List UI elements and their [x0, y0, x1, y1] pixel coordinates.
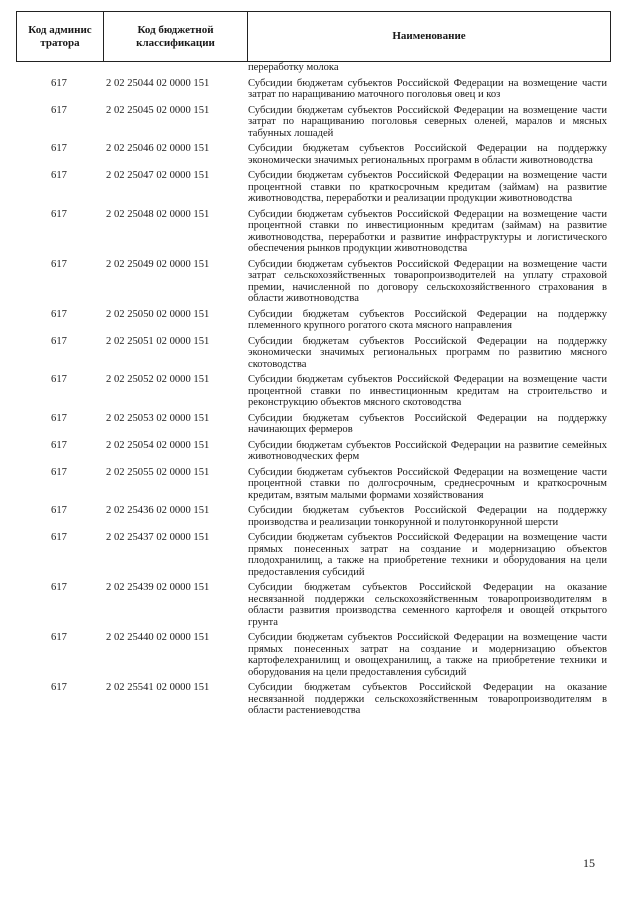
- continuation-text: переработку молока: [248, 62, 339, 73]
- table-row: [16, 467, 611, 502]
- name-cell: Субсидии бюджетам субъектов Российской Федерации на поддержку племенного крупного рогатого скота мясного направления: [248, 308, 607, 331]
- table-row: [16, 105, 611, 140]
- budget-code-cell: 2 02 25048 02 0000 151: [106, 208, 210, 220]
- budget-code-cell: 2 02 25440 02 0000 151: [106, 632, 210, 643]
- name-cell: Субсидии бюджетам субъектов Российской Федерации на возмещение части затрат по наращиванию поголовья северных оленей, маралов и мясных табунных лошадей: [248, 104, 607, 139]
- admin-code-cell: 617: [51, 582, 67, 593]
- table-row: [16, 440, 611, 463]
- header-name: Наименование: [392, 30, 466, 43]
- table-row: [16, 632, 611, 678]
- budget-code-cell: 2 02 25054 02 0000 151: [106, 439, 210, 451]
- name-cell: Субсидии бюджетам субъектов Российской Федерации на оказание несвязанной поддержки сельскохозяйственным товаропроизводителям в области растениеводства: [248, 682, 607, 716]
- budget-code-cell: 2 02 25437 02 0000 151: [106, 532, 210, 543]
- admin-code-cell: 617: [51, 335, 67, 347]
- admin-code-cell: 617: [51, 682, 67, 693]
- budget-code-cell: 2 02 25052 02 0000 151: [106, 374, 210, 385]
- name-cell: Субсидии бюджетам субъектов Российской Федерации на поддержку экономически значимых региональных программ в области животноводства: [248, 143, 607, 166]
- admin-code-cell: 617: [51, 632, 67, 643]
- name-cell: Субсидии бюджетам субъектов Российской Федерации на развитие семейных животноводческих ферм: [248, 439, 607, 462]
- name-cell: Субсидии бюджетам субъектов Российской Федерации на оказание несвязанной поддержки сельскохозяйственным товаропроизводителям в области развития производства семенного картофеля и овощей открытого грунта: [248, 582, 607, 628]
- name-cell: Субсидии бюджетам субъектов Российской Федерации на возмещение части прямых понесенных затрат на создание и модернизацию объектов картофелехранилищ и овощехранилищ, а также на приобретение техники и оборудования на цели предоставления субсидий: [248, 632, 607, 678]
- table-row: [16, 336, 611, 371]
- budget-code-cell: 2 02 25051 02 0000 151: [106, 335, 210, 347]
- table-row: [16, 209, 611, 255]
- admin-code-cell: 617: [51, 143, 67, 154]
- admin-code-cell: 617: [51, 412, 67, 424]
- table-row: [16, 505, 611, 528]
- name-cell: Субсидии бюджетам субъектов Российской Федерации на возмещение части процентной ставки по инвестиционным кредитам на строительство и реконструкцию объектов мясного скотоводства: [248, 374, 607, 408]
- table-row: [16, 532, 611, 578]
- name-cell: Субсидии бюджетам субъектов Российской Федерации на поддержку экономически значимых региональных программ по развитию мясного скотоводства: [248, 335, 607, 370]
- header-budget-code: Код бюджетной классификации: [104, 12, 248, 61]
- table-row: [16, 143, 611, 166]
- budget-code-cell: 2 02 25053 02 0000 151: [106, 412, 210, 424]
- admin-code-cell: 617: [51, 258, 67, 270]
- budget-code-cell: 2 02 25044 02 0000 151: [106, 77, 210, 89]
- table-row: [16, 582, 611, 628]
- admin-code-cell: 617: [51, 374, 67, 385]
- name-cell: Субсидии бюджетам субъектов Российской Федерации на возмещение части затрат по наращиванию маточного поголовья овец и коз: [248, 77, 607, 100]
- admin-code-cell: 617: [51, 505, 67, 516]
- admin-code-cell: 617: [51, 439, 67, 451]
- budget-code-cell: 2 02 25436 02 0000 151: [106, 505, 210, 516]
- table-body: [16, 78, 611, 717]
- admin-code-cell: 617: [51, 170, 67, 181]
- admin-code-cell: 617: [51, 208, 67, 220]
- budget-code-cell: 2 02 25045 02 0000 151: [106, 104, 210, 116]
- budget-code-cell: 2 02 25047 02 0000 151: [106, 170, 210, 181]
- budget-code-cell: 2 02 25050 02 0000 151: [106, 308, 210, 320]
- admin-code-cell: 617: [51, 532, 67, 543]
- budget-code-cell: 2 02 25055 02 0000 151: [106, 466, 210, 478]
- table-row: [16, 259, 611, 305]
- table-row: [16, 413, 611, 436]
- admin-code-cell: 617: [51, 308, 67, 320]
- name-cell: Субсидии бюджетам субъектов Российской Федерации на возмещение части затрат сельскохозяйственных товаропроизводителей на уплату страховой премии, начисленной по договору сельскохозяйственного страхования в области животноводства: [248, 258, 607, 304]
- table-row: [16, 682, 611, 717]
- name-cell: Субсидии бюджетам субъектов Российской Федерации на поддержку производства и реализации тонкорунной и полутонкорунной шерсти: [248, 505, 607, 528]
- admin-code-cell: 617: [51, 466, 67, 478]
- admin-code-cell: 617: [51, 104, 67, 116]
- page-number: 15: [583, 856, 595, 870]
- name-cell: Субсидии бюджетам субъектов Российской Федерации на возмещение части прямых понесенных затрат на создание и модернизацию объектов плодохранилищ, а также на приобретение техники и оборудования на цели предоставления субсидий: [248, 532, 607, 578]
- budget-code-cell: 2 02 25049 02 0000 151: [106, 258, 210, 270]
- table-row: [16, 170, 611, 205]
- table-header: [16, 11, 611, 62]
- table-row: [16, 374, 611, 409]
- budget-code-cell: 2 02 25541 02 0000 151: [106, 682, 210, 693]
- budget-code-cell: 2 02 25439 02 0000 151: [106, 582, 210, 593]
- name-cell: Субсидии бюджетам субъектов Российской Федерации на возмещение части процентной ставки по долгосрочным, среднесрочным и краткосрочным кредитам, взятым малыми формами хозяйствования: [248, 466, 607, 501]
- table-row: [16, 309, 611, 332]
- name-cell: Субсидии бюджетам субъектов Российской Федерации на возмещение части процентной ставки по краткосрочным кредитам (займам) на развитие животноводства, переработки и реализации продукции животноводства: [248, 170, 607, 204]
- name-cell: Субсидии бюджетам субъектов Российской Федерации на возмещение части процентной ставки по инвестиционным кредитам (займам) на развитие животноводства, переработки и развитие инфраструктуры и логистического обеспечения рынков продукции животноводства: [248, 208, 607, 254]
- admin-code-cell: 617: [51, 77, 67, 89]
- header-admin-code: Код админис тратора: [17, 12, 104, 61]
- table-row: [16, 78, 611, 101]
- budget-classification-table: [16, 11, 611, 717]
- budget-code-cell: 2 02 25046 02 0000 151: [106, 143, 210, 154]
- name-cell: Субсидии бюджетам субъектов Российской Федерации на поддержку начинающих фермеров: [248, 412, 607, 435]
